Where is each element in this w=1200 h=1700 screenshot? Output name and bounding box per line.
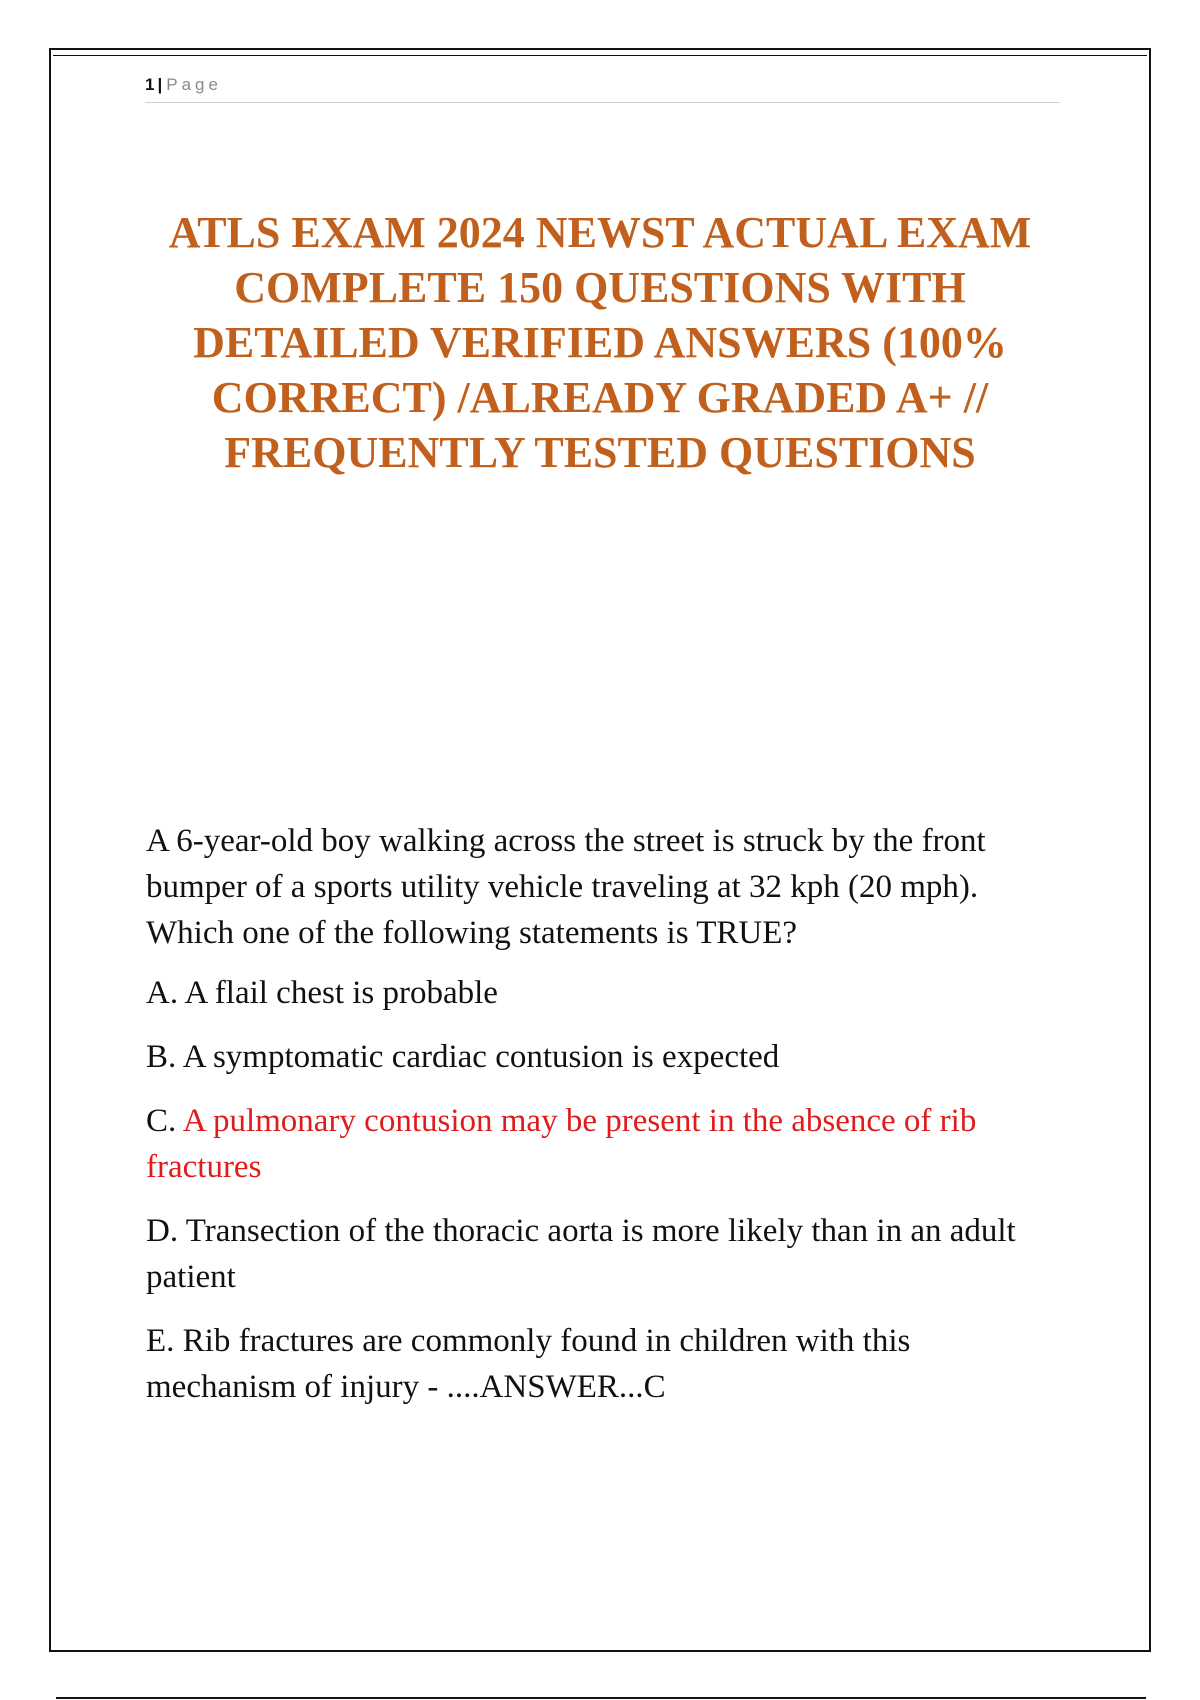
document-title: ATLS EXAM 2024 NEWST ACTUAL EXAM COMPLETE 150 QUESTIONS WITH DETAILED VERIFIED ANSWERS (100% CORRECT) /ALREADY GRADED A+ // FREQUENTLY TESTED QUESTIONS — [168, 208, 1032, 477]
option-letter: E. — [146, 1323, 175, 1359]
option-text: A flail chest is probable — [184, 975, 498, 1011]
option-letter: C. — [146, 1103, 177, 1139]
question-block — [146, 818, 1046, 1428]
page-number: 1 — [145, 75, 155, 94]
page-header — [145, 72, 1060, 103]
page-label: Page — [166, 75, 222, 94]
question-stem: A 6-year-old boy walking across the street is struck by the front bumper of a sports utility vehicle traveling at 32 kph (20 mph). Which one of the following statements is TRUE? — [146, 823, 986, 951]
page-frame-top-rule — [53, 55, 1147, 56]
page-header-separator: | — [157, 75, 163, 94]
option-text: A symptomatic cardiac contusion is expected — [182, 1039, 780, 1075]
answer-option-d — [146, 1208, 1046, 1300]
option-letter: D. — [146, 1213, 179, 1249]
option-text: Rib fractures are commonly found in children with this mechanism of injury - ....ANSWER...C — [146, 1323, 911, 1405]
answer-option-a — [146, 970, 1046, 1016]
option-letter: B. — [146, 1039, 177, 1075]
answer-option-c — [146, 1098, 1046, 1190]
answer-option-e — [146, 1318, 1046, 1410]
option-letter: A. — [146, 975, 179, 1011]
correct-option-text: A pulmonary contusion may be present in the absence of rib fractures — [146, 1103, 977, 1185]
option-text: Transection of the thoracic aorta is more likely than in an adult patient — [146, 1213, 1016, 1295]
next-page-edge — [56, 1697, 1146, 1699]
answer-option-b — [146, 1034, 1046, 1080]
